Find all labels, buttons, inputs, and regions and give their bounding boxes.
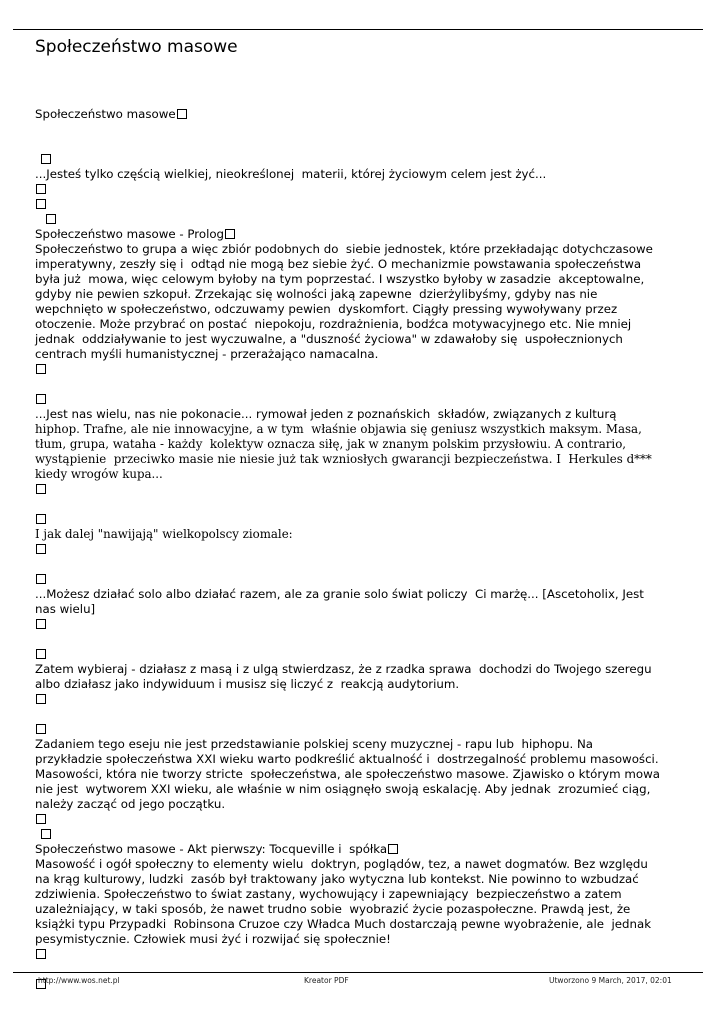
paragraph-marker: [35, 617, 685, 632]
paragraph-marker: [35, 392, 685, 407]
paragraph-marker: [35, 482, 685, 497]
footer-url: http://www.wos.net.pl: [38, 976, 120, 985]
missing-glyph-icon: [41, 829, 51, 839]
paragraph-marker: [35, 542, 685, 557]
footer-created: Utworzono 9 March, 2017, 02:01: [549, 976, 672, 985]
text-line: I jak dalej "nawijają" wielkopolscy ziomale:: [35, 527, 293, 541]
paragraph-marker: [35, 692, 685, 707]
text-line: na krąg kulturowy, ludzki zasób był traktowany jako wytyczna lub kontekst. Nie powinno to wzbudzać: [35, 872, 639, 886]
text-line: Masowości, która nie tworzy stricte społeczeństwa, ale społeczeństwo masowe. Zjawisko o którym mowa: [35, 767, 660, 781]
missing-glyph-icon: [36, 574, 46, 584]
quote-line: ...Możesz działać solo albo działać razem, ale za granie solo świat policzy Ci marżę... [Ascetoholix, Jest: [35, 587, 644, 601]
missing-glyph-icon: [225, 229, 235, 239]
paragraph-marker: [35, 827, 685, 842]
text-line: nie jest wytworem XXI wieku, ale właśnie w nim osiągnęło swoją eskalację. Aby jednak zrozumieć ciąg,: [35, 782, 651, 796]
text-line: gdyby nie pewien szkopuł. Zrzekając się wolności jaką zapewne dzierżylibyśmy, gdyby nas nie: [35, 287, 598, 301]
missing-glyph-icon: [36, 694, 46, 704]
missing-glyph-icon: [36, 619, 46, 629]
missing-glyph-icon: [36, 814, 46, 824]
text-line: książki typu Przypadki Robinsona Cruzoe czy Władca Much dostarczają pewne wyobrażenie, ale jednak: [35, 917, 652, 931]
missing-glyph-icon: [36, 484, 46, 494]
missing-glyph-icon: [41, 154, 51, 164]
missing-glyph-icon: [36, 544, 46, 554]
paragraph-marker: [35, 947, 685, 962]
text-line: uzależniający, w taki sposób, że nawet trudno sobie wyobrazić życie pozaspołeczne. Prawdą jest, że: [35, 902, 631, 916]
text-line: przykładzie społeczeństwa XXI wieku warto podkreślić aktualność i dostrzegalność problemu masowości.: [35, 752, 659, 766]
quote-line: nas wielu]: [35, 602, 96, 616]
text-line: wystąpienie przeciwko masie nie niesie już tak wzniosłych gwarancji bezpieczeństwa. I Herkules d***: [35, 452, 652, 466]
footer-generator: Kreator PDF: [304, 976, 349, 985]
text-line: Zadaniem tego eseju nie jest przedstawianie polskiej sceny muzycznej - rapu lub hiphopu. Na: [35, 737, 594, 751]
paragraph-marker: [35, 722, 685, 737]
text-line: kiedy wrogów kupa...: [35, 467, 163, 481]
paragraph-marker: [35, 212, 685, 227]
text-line: Zatem wybieraj - działasz z masą i z ulgą stwierdzasz, że z rzadka sprawa dochodzi do Twojego szeregu: [35, 662, 652, 676]
section-heading: Społeczeństwo masowe: [35, 107, 685, 122]
paragraph-marker: [35, 647, 685, 662]
missing-glyph-icon: [388, 844, 398, 854]
text-line: albo działasz jako indywiduum i musisz się liczyć z reakcją audytorium.: [35, 677, 460, 691]
missing-glyph-icon: [36, 184, 46, 194]
quote-line: ...Jesteś tylko częścią wielkiej, nieokreślonej materii, której życiowym celem jest żyć...: [35, 167, 547, 181]
document-body: [35, 107, 685, 992]
missing-glyph-icon: [36, 514, 46, 524]
text-line: należy zacząć od jego początku.: [35, 797, 226, 811]
text-line: otoczenie. Może przybrać on postać niepokoju, rozdrażnienia, bodźca motywacyjnego etc. Nie mniej: [35, 317, 632, 331]
text-line: centrach myśli humanistycznej - przerażająco namacalna.: [35, 347, 379, 361]
paragraph-marker: [35, 362, 685, 377]
missing-glyph-icon: [36, 199, 46, 209]
text-line: Masowość i ogół społeczny to elementy wielu doktryn, poglądów, tez, a nawet dogmatów. Bez względu: [35, 857, 648, 871]
missing-glyph-icon: [36, 949, 46, 959]
text-line: Społeczeństwo to grupa a więc zbiór podobnych do siebie jednostek, które przekładając dotychczasowe: [35, 242, 653, 256]
paragraph-marker: [35, 152, 685, 167]
missing-glyph-icon: [36, 724, 46, 734]
text-line: hiphop. Trafne, ale nie innowacyjne, a w tym właśnie objawia się geniusz wszystkich maksym. Masa,: [35, 422, 642, 436]
text-line: tłum, grupa, wataha - każdy kolektyw oznacza siłę, jak w znanym polskim przysłowiu. A contrario,: [35, 437, 627, 451]
paragraph-marker: [35, 512, 685, 527]
paragraph-marker: [35, 572, 685, 587]
header-rule: [13, 29, 703, 30]
section-heading: Społeczeństwo masowe - Prolog: [35, 227, 685, 242]
text-line: była już mowa, więc celowym byłoby na tym poprzestać. I wszystko byłoby w zasadzie akceptowalne,: [35, 272, 645, 286]
text-line: wepchnięto w społeczeństwo, odczuwamy pewien dyskomfort. Ciągły pressing wywoływany przez: [35, 302, 618, 316]
missing-glyph-icon: [36, 649, 46, 659]
page-title: Społeczeństwo masowe: [35, 37, 238, 57]
missing-glyph-icon: [36, 364, 46, 374]
text-line: ...Jest nas wielu, nas nie pokonacie... rymował jeden z poznańskich składów, związanych z kulturą: [35, 407, 617, 421]
paragraph-marker: [35, 812, 685, 827]
text-line: zdziwienia. Społeczeństwo to świat zastany, wychowujący i zapewniający bezpieczeństwo a zatem: [35, 887, 622, 901]
missing-glyph-icon: [177, 109, 187, 119]
text-line: pesymistycznie. Człowiek musi żyć i rozwijać się społecznie!: [35, 932, 391, 946]
paragraph-marker: [35, 197, 685, 212]
text-line: jednak oddziaływanie to jest wyczuwalne, a "duszność życiowa" w zdawałoby się uspołecznionych: [35, 332, 623, 346]
paragraph-marker: [35, 182, 685, 197]
section-heading: Społeczeństwo masowe - Akt pierwszy: Tocqueville i spółka: [35, 842, 685, 857]
text-line: imperatywny, zeszły się i odtąd nie mogą bez siebie żyć. O mechanizmie powstawania społeczeństwa: [35, 257, 642, 271]
footer-rule: [13, 972, 703, 973]
missing-glyph-icon: [46, 214, 56, 224]
missing-glyph-icon: [36, 394, 46, 404]
